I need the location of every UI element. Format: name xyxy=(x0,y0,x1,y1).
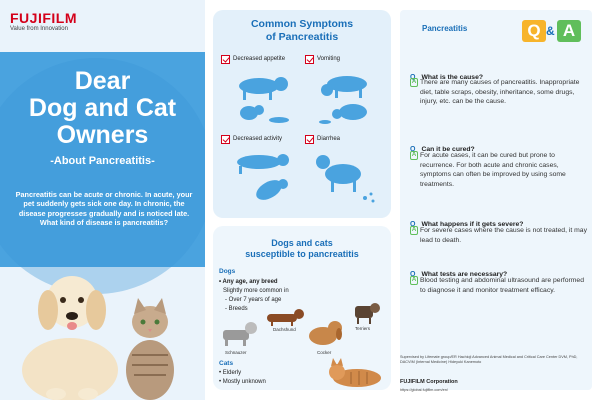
dogs-line-4: - Breeds xyxy=(225,306,248,312)
susceptible-title xyxy=(213,238,391,260)
breed-label-cocker: Cocker xyxy=(317,350,332,355)
symptom-decreased-appetite xyxy=(221,56,305,126)
corporation-name: FUJIFILM Corporation xyxy=(400,379,458,385)
susceptible-title-line-2: susceptible to pancreatitis xyxy=(245,249,359,259)
qa-topic-label: Pancreatitis xyxy=(422,24,468,33)
answer-text: Blood testing and abdominal ultrasound are performed to diagnose it and monitor treatment efficacy. xyxy=(420,277,584,294)
fujifilm-logo: FUJIFILM xyxy=(10,10,77,26)
checkbox-icon xyxy=(305,55,314,64)
cats-line-1: • Elderly xyxy=(219,370,242,376)
answer-4 xyxy=(410,276,586,308)
susceptible-title-line-1: Dogs and cats xyxy=(271,238,333,248)
symptoms-card xyxy=(213,10,391,218)
dogs-line-2: Slightly more common in xyxy=(223,288,289,294)
dog-cat-vomiting-icon xyxy=(313,68,385,126)
symptom-diarrhea xyxy=(305,136,389,206)
question-text: What happens if it gets severe? xyxy=(421,221,524,228)
checkbox-icon xyxy=(221,135,230,144)
qa-panel xyxy=(400,10,592,390)
symptom-label: Decreased activity xyxy=(233,136,283,142)
title-line-2: Dog and Cat xyxy=(28,94,177,122)
dog-cat-not-eating-icon xyxy=(229,68,301,126)
answer-text: For severe cases where the cause is not treated, it may lead to death. xyxy=(420,227,587,244)
title-line-1: Dear xyxy=(74,67,131,95)
left-panel xyxy=(0,0,205,400)
symptom-label: Decreased appetite xyxy=(233,56,286,62)
symptoms-title xyxy=(213,18,391,44)
cats-line-2: • Mostly unknown xyxy=(219,379,266,385)
symptom-label: Diarrhea xyxy=(317,136,341,142)
symptom-label: Vomiting xyxy=(317,56,341,62)
susceptible-card xyxy=(213,226,391,390)
dogs-heading: Dogs xyxy=(219,268,236,275)
answer-3 xyxy=(410,226,586,248)
qa-header xyxy=(400,10,592,48)
symptom-decreased-activity xyxy=(221,136,305,206)
qa-ampersand: & xyxy=(546,24,555,38)
page-subtitle: -About Pancreatitis- xyxy=(50,155,155,167)
dog-cat-lethargic-icon xyxy=(229,148,301,206)
corporate-url[interactable]: https://global.fujifilm.com/en/ xyxy=(400,388,448,392)
breed-label-schnauzer: Schnauzer xyxy=(225,350,247,355)
symptoms-title-line-1: Common Symptoms xyxy=(250,18,354,30)
dogs-line-1: • Any age, any breed xyxy=(219,279,278,285)
dog-and-cat-photo xyxy=(0,260,205,400)
checkbox-icon xyxy=(305,135,314,144)
a-badge-icon: A xyxy=(557,20,581,42)
checkbox-icon xyxy=(221,55,230,64)
title-line-3: Owners xyxy=(56,121,149,149)
question-text: What tests are necessary? xyxy=(421,271,508,278)
breed-label-terriers: Terriers xyxy=(355,326,371,331)
supervisor-credit: Supervised by Lifemate group/ER Hachioji Advanced Animal Medical and Critical Care Center DVM, PhD, DACVIM (Internal Medicine) Hideyuki Kanemoto xyxy=(400,355,578,364)
question-mark-icon: Q xyxy=(410,271,416,278)
page-title xyxy=(0,68,205,149)
symptoms-title-line-2: of Pancreatitis xyxy=(265,31,339,43)
answer-mark-icon: A xyxy=(411,79,417,85)
answer-text: For acute cases, it can be cured but prone to recurrence. For both acute and chronic cases, symptoms can often be improved by using some treatments. xyxy=(420,152,566,188)
cats-heading: Cats xyxy=(219,360,234,367)
brand-tagline: Value from Innovation xyxy=(10,26,68,32)
question-text: What is the cause? xyxy=(421,74,484,81)
question-mark-icon: Q xyxy=(410,146,416,153)
answer-mark-icon: A xyxy=(411,277,417,283)
dog-diarrhea-icon xyxy=(313,148,385,206)
question-mark-icon: Q xyxy=(410,221,416,228)
middle-column xyxy=(213,10,391,390)
question-text: Can it be cured? xyxy=(421,146,475,153)
answer-mark-icon: A xyxy=(411,152,417,158)
symptom-vomiting xyxy=(305,56,389,126)
answer-2 xyxy=(410,151,586,191)
answer-1 xyxy=(410,78,586,118)
breed-label-dachshund: Dachshund xyxy=(273,327,296,332)
q-badge-icon: Q xyxy=(522,20,546,42)
dogs-line-3: - Over 7 years of age xyxy=(225,297,282,303)
intro-text: Pancreatitis can be acute or chronic. In acute, your pet suddenly gets sick one day. In chronic, the disease progresses gradually and is noticed late. What kind of disease is pancreatitis? xyxy=(15,190,193,227)
elderly-cat-illustration xyxy=(325,356,387,388)
answer-mark-icon: A xyxy=(411,227,417,233)
answer-text: There are many causes of pancreatitis. Inappropriate diet, table scraps, obesity, inheritance, some drugs, injury, etc. can be the cause. xyxy=(420,79,580,105)
question-mark-icon: Q xyxy=(410,74,416,81)
